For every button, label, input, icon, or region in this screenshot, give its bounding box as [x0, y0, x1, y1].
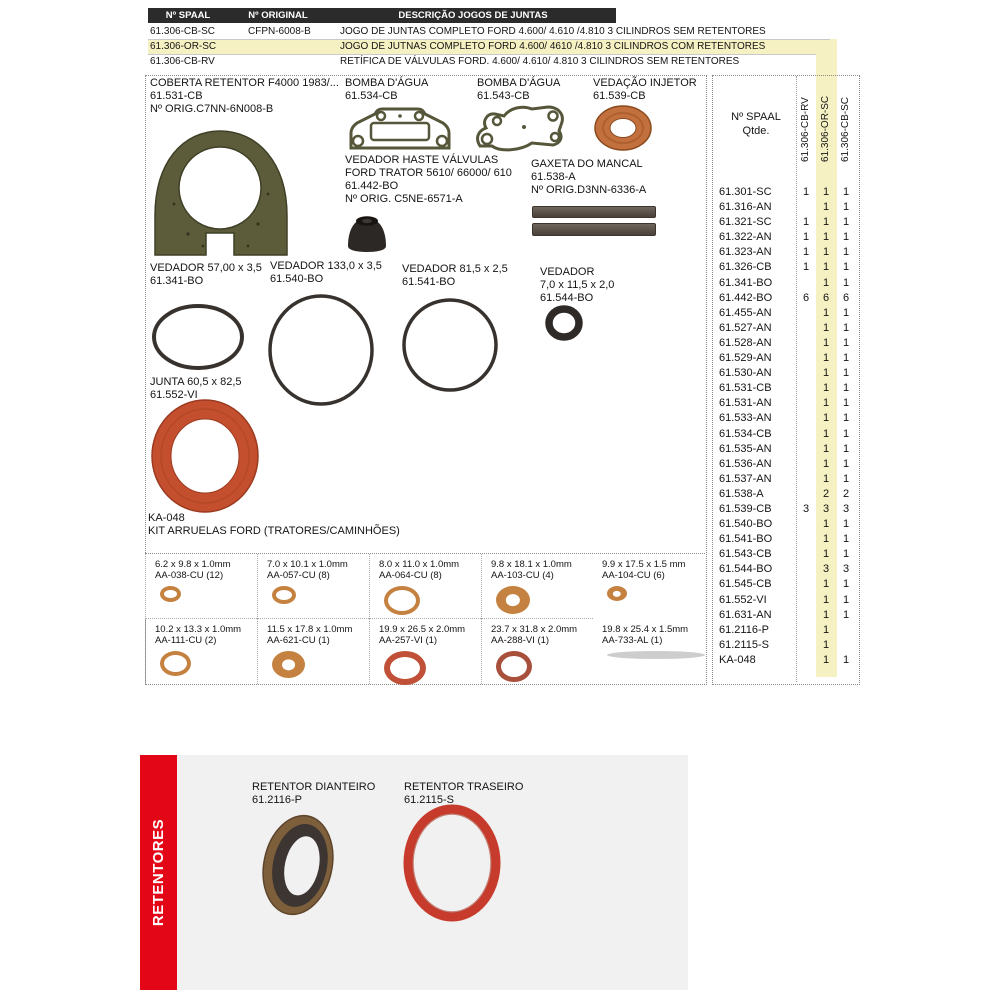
part-number: 61.2115-S — [719, 638, 769, 651]
part-number: 61.301-SC — [719, 186, 772, 198]
part-number: 61.341-BO — [719, 276, 773, 289]
qty-or-sc: 1 — [822, 472, 830, 485]
washer-ring-image — [272, 586, 296, 604]
qty-cb-rv: 1 — [802, 231, 810, 244]
row-spaal: 61.306-OR-SC — [150, 41, 217, 52]
qty-or-sc: 1 — [822, 533, 830, 546]
qty-or-sc: 1 — [822, 261, 830, 274]
qty-or-sc: 1 — [822, 352, 830, 365]
retentor-traseiro-label: RETENTOR TRASEIRO 61.2115-S — [404, 781, 524, 806]
row-desc: RETÍFICA DE VÁLVULAS FORD. 4.600/ 4.610/ 4.810 3 CILINDROS SEM RETENTORES — [340, 56, 740, 67]
qty-cb-sc: 1 — [842, 593, 850, 606]
part-row — [712, 351, 858, 366]
qty-cb-sc: 1 — [842, 608, 850, 621]
washer-kit-grid — [145, 553, 705, 684]
water-pump-gasket-534-image — [341, 102, 459, 154]
washer-size: 9.8 x 18.1 x 1.0mm — [491, 559, 572, 570]
qty-cb-sc: 1 — [842, 186, 850, 198]
qty-cb-sc: 1 — [842, 336, 850, 349]
header-descricao: DESCRIÇÃO JOGOS DE JUNTAS — [398, 10, 548, 21]
part-row — [712, 517, 858, 532]
qty-or-sc: 1 — [822, 608, 830, 621]
washer-ring-image — [160, 651, 191, 676]
part-number: 61.535-AN — [719, 442, 772, 455]
column-header-cb-rv: 61.306-CB-RV — [800, 97, 811, 162]
part-row — [712, 427, 858, 442]
qty-or-sc: 1 — [822, 397, 830, 410]
part-number: 61.442-BO — [719, 291, 773, 304]
bomba-dagua-543-label: BOMBA D'ÁGUA 61.543-CB — [477, 77, 561, 102]
qty-cb-sc: 1 — [842, 352, 850, 365]
column-header-or-sc: 61.306-OR-SC — [820, 95, 831, 162]
washer-code: AA-111-CU (2) — [155, 635, 217, 646]
qty-cb-sc: 1 — [842, 427, 850, 440]
qty-or-sc: 1 — [822, 382, 830, 395]
part-number: 61.541-BO — [719, 533, 773, 546]
valve-stem-seal-image — [346, 211, 392, 253]
part-number: KA-048 — [719, 653, 756, 666]
washer-size: 6.2 x 9.8 x 1.0mm — [155, 559, 231, 570]
part-number: 61.527-AN — [719, 321, 772, 334]
part-number: 61.316-AN — [719, 201, 772, 214]
washer-cell — [257, 554, 369, 619]
qty-cb-rv: 1 — [802, 186, 810, 198]
part-row — [712, 260, 858, 275]
retentores-sidebar-label: RETENTORES — [150, 818, 167, 927]
qty-cb-sc: 6 — [842, 291, 850, 304]
qty-table-rows — [712, 185, 858, 668]
qty-or-sc: 1 — [822, 427, 830, 440]
row-desc: JOGO DE JUTNAS COMPLETO FORD 4.600/ 4610 /4.810 3 CILINDROS COM RETENTORES — [340, 41, 766, 52]
qty-or-sc: 1 — [822, 593, 830, 606]
qty-cb-sc: 1 — [842, 367, 850, 380]
part-row — [712, 411, 858, 426]
washer-code: AA-288-VI (1) — [491, 635, 550, 646]
qty-cb-sc: 1 — [842, 231, 850, 244]
part-number: 61.2116-P — [719, 623, 769, 636]
qty-or-sc: 3 — [822, 502, 830, 515]
part-row — [712, 502, 858, 517]
injector-seal-image — [593, 103, 655, 153]
part-row — [712, 396, 858, 411]
part-number: 61.322-AN — [719, 231, 772, 244]
part-number: 61.552-VI — [719, 593, 767, 606]
part-number: 61.537-AN — [719, 472, 772, 485]
qty-or-sc: 1 — [822, 336, 830, 349]
part-number: 61.321-SC — [719, 216, 772, 229]
qty-cb-sc: 1 — [842, 548, 850, 561]
part-row — [712, 457, 858, 472]
part-number: 61.538-A — [719, 487, 764, 500]
header-original: Nº ORIGINAL — [248, 10, 308, 21]
rear-retainer-image — [400, 802, 505, 924]
washer-code: AA-621-CU (1) — [267, 635, 330, 646]
part-number: 61.326-CB — [719, 261, 772, 274]
qty-or-sc: 1 — [822, 276, 830, 289]
part-row — [712, 276, 858, 291]
qty-or-sc: 1 — [822, 653, 830, 666]
qty-cb-sc: 1 — [842, 653, 850, 666]
washer-code: AA-733-AL (1) — [602, 635, 663, 646]
part-row — [712, 306, 858, 321]
row-separator — [148, 54, 830, 55]
qty-cb-sc: 1 — [842, 306, 850, 319]
qty-cb-sc: 1 — [842, 518, 850, 531]
column-header-cb-sc: 61.306-CB-SC — [840, 96, 851, 162]
washer-code: AA-057-CU (8) — [267, 570, 330, 581]
coberta-gasket-image — [148, 124, 293, 259]
part-row — [712, 245, 858, 260]
washer-cell — [369, 554, 481, 619]
qty-cb-rv: 1 — [802, 261, 810, 274]
part-row — [712, 230, 858, 245]
gaxeta-mancal-label: GAXETA DO MANCAL 61.538-A Nº ORIG.D3NN-6336-A — [531, 158, 647, 196]
washer-code: AA-104-CU (6) — [602, 570, 665, 581]
qty-or-sc: 1 — [822, 578, 830, 591]
bomba-dagua-534-label: BOMBA D'ÁGUA 61.534-CB — [345, 77, 429, 102]
row-spaal: 61.306-CB-RV — [150, 56, 215, 67]
qty-or-sc: 1 — [822, 186, 830, 198]
qty-or-sc: 1 — [822, 518, 830, 531]
washer-cell — [145, 619, 257, 684]
washer-cell — [593, 619, 705, 684]
part-row — [712, 638, 858, 653]
qty-or-sc: 1 — [822, 246, 830, 259]
part-row — [712, 472, 858, 487]
qty-cb-sc: 1 — [842, 533, 850, 546]
part-row — [712, 623, 858, 638]
qty-or-sc: 1 — [822, 638, 830, 651]
part-number: 61.631-AN — [719, 608, 772, 621]
part-row — [712, 577, 858, 592]
qty-or-sc: 1 — [822, 412, 830, 425]
washer-ring-image — [384, 586, 420, 615]
oring-133-image — [266, 292, 376, 408]
qty-or-sc: 1 — [822, 231, 830, 244]
washer-ring-image — [384, 651, 426, 685]
qty-cb-rv: 1 — [802, 246, 810, 259]
table-row — [148, 24, 830, 39]
qty-or-sc: 1 — [822, 321, 830, 334]
qty-or-sc: 1 — [822, 548, 830, 561]
qty-cb-sc: 1 — [842, 412, 850, 425]
qty-cb-rv: 6 — [802, 291, 810, 304]
washer-size: 19.9 x 26.5 x 2.0mm — [379, 624, 466, 635]
junta-ring-image — [148, 397, 262, 515]
washer-code: AA-103-CU (4) — [491, 570, 554, 581]
washer-ring-image — [160, 586, 181, 602]
part-number: 61.528-AN — [719, 336, 772, 349]
part-row — [712, 321, 858, 336]
qty-cb-sc: 1 — [842, 321, 850, 334]
qty-or-sc: 1 — [822, 216, 830, 229]
part-number: 61.544-BO — [719, 563, 773, 576]
washer-size: 8.0 x 11.0 x 1.0mm — [379, 559, 460, 570]
part-row — [712, 608, 858, 623]
washer-size: 11.5 x 17.8 x 1.0mm — [267, 624, 353, 635]
seal-7-image — [544, 305, 584, 342]
part-row — [712, 185, 858, 200]
part-number: 61.543-CB — [719, 548, 772, 561]
qty-cb-sc: 2 — [842, 487, 850, 500]
part-row — [712, 200, 858, 215]
front-retainer-image — [250, 805, 345, 925]
qty-or-sc: 3 — [822, 563, 830, 576]
washer-size: 19.8 x 25.4 x 1.5mm — [602, 624, 689, 635]
washer-cell — [481, 554, 593, 619]
washer-cell — [369, 619, 481, 684]
qty-cb-sc: 1 — [842, 442, 850, 455]
part-number: 61.533-AN — [719, 412, 772, 425]
part-row — [712, 532, 858, 547]
row-original: CFPN-6008-B — [248, 26, 311, 37]
washer-cell — [593, 554, 705, 619]
washer-ring-image — [496, 586, 530, 614]
retentor-dianteiro-label: RETENTOR DIANTEIRO 61.2116-P — [252, 781, 376, 806]
washer-size: 9.9 x 17.5 x 1.5 mm — [602, 559, 686, 570]
part-number: 61.530-AN — [719, 367, 772, 380]
part-number: 61.531-CB — [719, 382, 772, 395]
row-spaal: 61.306-CB-SC — [150, 26, 216, 37]
vedacao-injetor-label: VEDAÇÃO INJETOR 61.539-CB — [593, 77, 697, 102]
bearing-gasket-rod-image — [532, 223, 656, 236]
qty-or-sc: 6 — [822, 291, 830, 304]
qty-cb-sc: 1 — [842, 261, 850, 274]
qty-cb-sc: 1 — [842, 397, 850, 410]
junta-label: JUNTA 60,5 x 82,5 61.552-VI — [150, 376, 242, 401]
qty-cb-rv: 1 — [802, 216, 810, 229]
part-row — [712, 562, 858, 577]
qty-cb-sc: 1 — [842, 578, 850, 591]
washer-size: 7.0 x 10.1 x 1.0mm — [267, 559, 348, 570]
washer-ring-image — [272, 651, 305, 678]
qty-cb-sc: 1 — [842, 472, 850, 485]
qty-cb-sc: 1 — [842, 246, 850, 259]
washer-code: AA-257-VI (1) — [379, 635, 438, 646]
washer-ring-image — [607, 586, 627, 601]
vedador-81-label: VEDADOR 81,5 x 2,5 61.541-BO — [402, 263, 508, 288]
qty-cb-sc: 1 — [842, 382, 850, 395]
vedador-haste-label: VEDADOR HASTE VÁLVULAS FORD TRATOR 5610/ 66000/ 610 61.442-BO Nº ORIG. C5NE-6571-A — [345, 154, 512, 205]
qty-or-sc: 1 — [822, 306, 830, 319]
qty-cb-sc: 1 — [842, 276, 850, 289]
part-number: 61.529-AN — [719, 352, 772, 365]
washer-ring-image — [496, 651, 532, 682]
washer-size: 10.2 x 13.3 x 1.0mm — [155, 624, 242, 635]
part-number: 61.539-CB — [719, 502, 772, 515]
part-number: 61.323-AN — [719, 246, 772, 259]
qty-cb-sc: 3 — [842, 502, 850, 515]
retentores-sidebar — [140, 755, 177, 990]
qty-cb-sc: 1 — [842, 201, 850, 214]
qty-cb-sc: 1 — [842, 457, 850, 470]
washer-code: AA-038-CU (12) — [155, 570, 224, 581]
row-desc: JOGO DE JUNTAS COMPLETO FORD 4.600/ 4.610 /4.810 3 CILINDROS SEM RETENTORES — [340, 26, 766, 37]
vedador-57-label: VEDADOR 57,00 x 3,5 61.341-BO — [150, 262, 262, 287]
part-number: 61.534-CB — [719, 427, 772, 440]
part-row — [712, 215, 858, 230]
qty-table-header: Nº SPAAL Qtde. — [731, 111, 781, 137]
washer-code: AA-064-CU (8) — [379, 570, 442, 581]
jogos-table-header — [148, 8, 616, 23]
kit-arruelas-label: KA-048 KIT ARRUELAS FORD (TRATORES/CAMINHÕES) — [148, 512, 400, 537]
qty-or-sc: 1 — [822, 457, 830, 470]
vedador-133-label: VEDADOR 133,0 x 3,5 61.540-BO — [270, 260, 382, 285]
qty-cb-sc: 1 — [842, 216, 850, 229]
qty-or-sc: 2 — [822, 487, 830, 500]
vedador-7-label: VEDADOR 7,0 x 11,5 x 2,0 61.544-BO — [540, 266, 615, 304]
part-number: 61.545-CB — [719, 578, 772, 591]
qty-or-sc: 1 — [822, 442, 830, 455]
header-spaal: Nº SPAAL — [165, 10, 211, 21]
qty-cb-sc: 3 — [842, 563, 850, 576]
part-row — [712, 593, 858, 608]
oring-57-image — [150, 302, 246, 372]
table-row — [148, 54, 830, 69]
part-row — [712, 381, 858, 396]
part-row — [712, 442, 858, 457]
part-row — [712, 291, 858, 306]
washer-cell — [257, 619, 369, 684]
washer-cell — [481, 619, 593, 684]
washer-cell — [145, 554, 257, 619]
coberta-retentor-label: COBERTA RETENTOR F4000 1983/... 61.531-CB Nº ORIG.C7NN-6N008-B — [150, 77, 339, 115]
bearing-gasket-rod-image — [532, 206, 656, 218]
qty-or-sc: 1 — [822, 367, 830, 380]
part-row — [712, 487, 858, 502]
part-number: 61.540-BO — [719, 518, 773, 531]
washer-ring-image — [607, 651, 705, 659]
table-row-highlighted — [148, 39, 837, 54]
water-pump-gasket-543-image — [472, 100, 568, 154]
row-separator — [148, 39, 830, 40]
part-number: 61.536-AN — [719, 457, 772, 470]
part-number: 61.531-AN — [719, 397, 772, 410]
part-number: 61.455-AN — [719, 306, 772, 319]
oring-81-image — [400, 296, 500, 394]
qty-cb-rv: 3 — [802, 502, 810, 515]
washer-size: 23.7 x 31.8 x 2.0mm — [491, 624, 578, 635]
part-row — [712, 366, 858, 381]
qty-or-sc: 1 — [822, 201, 830, 214]
qty-or-sc: 1 — [822, 623, 830, 636]
part-row — [712, 653, 858, 668]
part-row — [712, 547, 858, 562]
part-row — [712, 336, 858, 351]
